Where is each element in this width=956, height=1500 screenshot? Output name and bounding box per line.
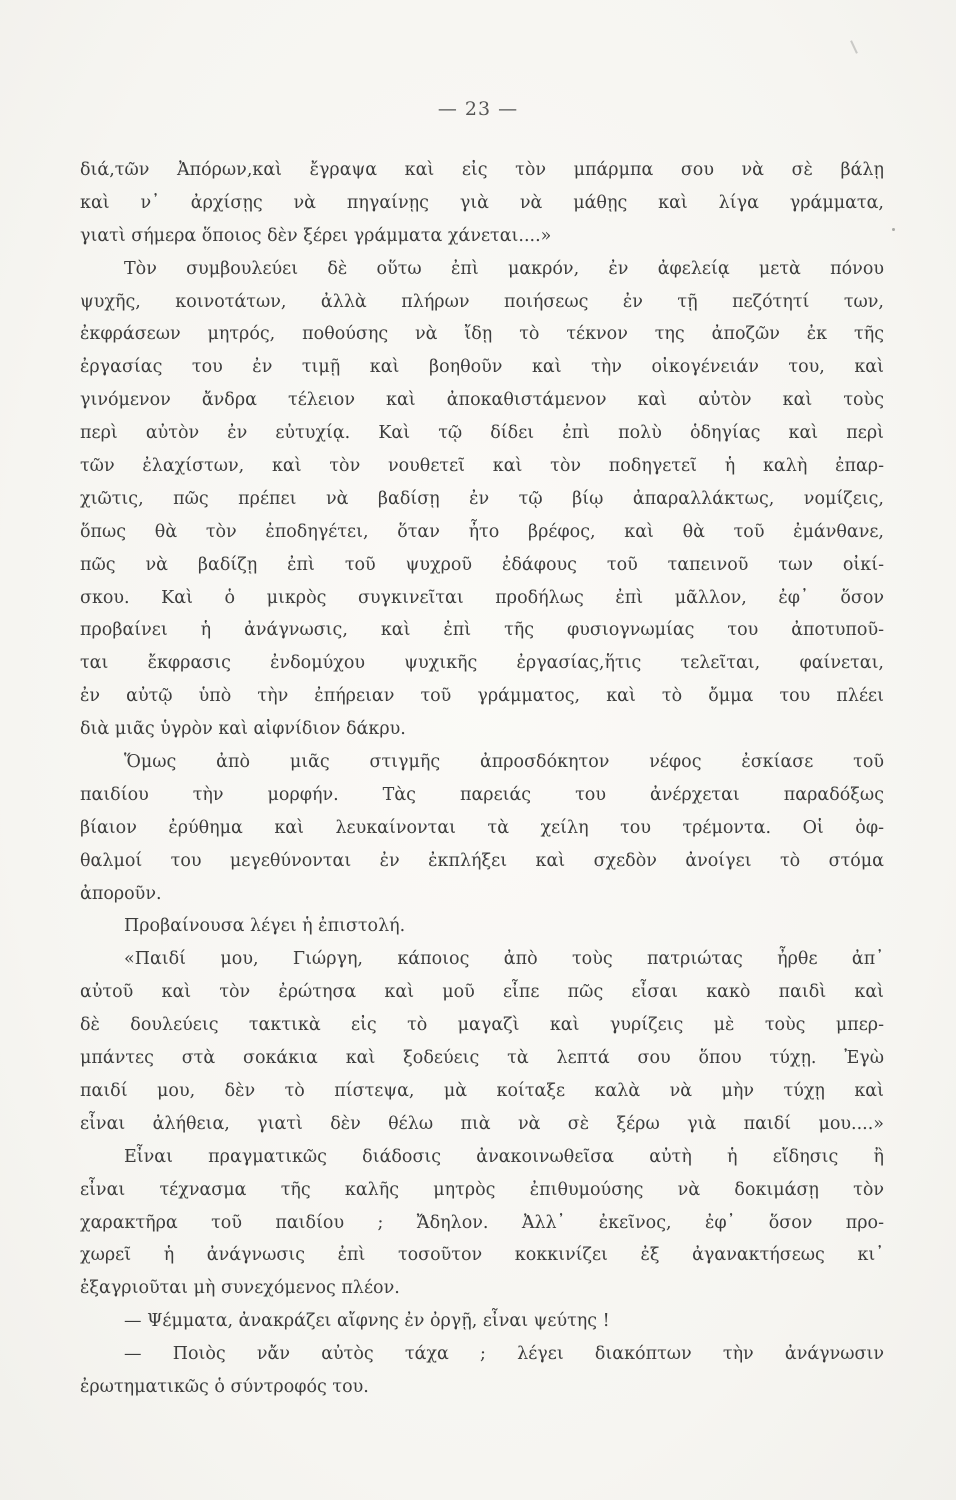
text-line: θαλμοί του μεγεθύνονται ἐν ἐκπλήξει καὶ σχεδὸν ἀνοίγει τὸ στόμα xyxy=(80,850,884,871)
text-line: ἀποροῦν. xyxy=(80,883,162,904)
text-line: παιδί μου, δὲν τὸ πίστεψα, μὰ κοίταξε καλὰ νὰ μὴν τύχῃ καὶ xyxy=(80,1080,884,1101)
text-line: χαρακτῆρα τοῦ παιδίου ; Ἄδηλον. Ἀλλ᾽ ἐκεῖνος, ἐφ᾽ ὅσον προ- xyxy=(80,1212,884,1233)
text-line: ψυχῆς, κοινοτάτων, ἀλλὰ πλήρων ποιήσεως ἐν τῇ πεζότητί των, xyxy=(80,291,884,312)
text-line: ἐξαγριοῦται μὴ συνεχόμενος πλέον. xyxy=(80,1278,400,1299)
text-line: γινόμενον ἄνδρα τέλειον καὶ ἀποκαθιστάμενον καὶ αὐτὸν καὶ τοὺς xyxy=(80,390,884,411)
text-line: τῶν ἐλαχίστων, καὶ τὸν νουθετεῖ καὶ τὸν ποδηγετεῖ ἡ καλὴ ἐπαρ- xyxy=(80,456,884,477)
text-line: εἶναι τέχνασμα τῆς καλῆς μητρὸς ἐπιθυμούσης νὰ δοκιμάσῃ τὸν xyxy=(80,1179,884,1200)
text-line: ται ἔκφρασις ἐνδομύχου ψυχικῆς ἐργασίας,ἥτις τελεῖται, φαίνεται, xyxy=(80,653,884,674)
text-line: χιῶτις, πῶς πρέπει νὰ βαδίσῃ ἐν τῷ βίῳ ἀπαραλλάκτως, νομίζεις, xyxy=(80,488,884,509)
text-line: ἐργασίας του ἐν τιμῇ καὶ βοηθοῦν καὶ τὴν οἰκογένειάν του, καὶ xyxy=(80,357,884,378)
text-line: Τὸν συμβουλεύει δὲ οὕτω ἐπὶ μακρόν, ἐν ἀφελείᾳ μετὰ πόνου xyxy=(124,258,884,279)
text-line: καὶ ν᾽ ἀρχίσῃς νὰ πηγαίνῃς γιὰ νὰ μάθῃς καὶ λίγα γράμματα, xyxy=(80,192,884,213)
text-line: δὲ δουλεύεις τακτικὰ εἰς τὸ μαγαζὶ καὶ γυρίζεις μὲ τοὺς μπερ- xyxy=(80,1015,884,1036)
text-line: «Παιδί μου, Γιώργη, κάποιος ἀπὸ τοὺς πατριώτας ἦρθε ἀπ᾽ xyxy=(124,949,884,970)
text-line: παιδίου τὴν μορφήν. Τὰς παρειάς του ἀνέρχεται παραδόξως xyxy=(80,784,884,805)
text-line: προβαίνει ἡ ἀνάγνωσις, καὶ ἐπὶ τῆς φυσιογνωμίας του ἀποτυποῦ- xyxy=(80,620,884,641)
text-line: διὰ μιᾶς ὑγρὸν καὶ αἰφνίδιον δάκρυ. xyxy=(80,719,406,740)
text-line: αὐτοῦ καὶ τὸν ἐρώτησα καὶ μοῦ εἶπε πῶς εἶσαι κακὸ παιδὶ καὶ xyxy=(80,982,884,1003)
page-number: — 23 — xyxy=(437,98,519,120)
text-line: ὅπως θὰ τὸν ἐποδηγέτει, ὅταν ἦτο βρέφος, καὶ θὰ τοῦ ἐμάνθανε, xyxy=(80,521,884,542)
text-line: σκου. Καὶ ὁ μικρὸς συγκινεῖται προδήλως ἐπὶ μᾶλλον, ἐφ᾽ ὅσον xyxy=(80,587,884,608)
text-line: ἐν αὐτῷ ὑπὸ τὴν ἐπήρειαν τοῦ γράμματος, καὶ τὸ ὄμμα του πλέει xyxy=(80,686,884,707)
text-line: διά,τῶν Ἀπόρων,καὶ ἔγραψα καὶ εἰς τὸν μπάρμπα σου νὰ σὲ βάλῃ xyxy=(80,160,884,180)
text-line: περὶ αὐτὸν ἐν εὐτυχίᾳ. Καὶ τῷ δίδει ἐπὶ πολὺ ὁδηγίας καὶ περὶ xyxy=(80,423,884,444)
text-line: Ὅμως ἀπὸ μιᾶς στιγμῆς ἀπροσδόκητον νέφος ἐσκίασε τοῦ xyxy=(124,752,884,773)
text-line: εἶναι ἀλήθεια, γιατὶ δὲν θέλω πιὰ νὰ σὲ ξέρω γιὰ παιδί μου....» xyxy=(80,1113,884,1134)
text-line: Εἶναι πραγματικῶς διάδοσις ἀνακοινωθεῖσα αὐτὴ ἡ εἴδησις ἢ xyxy=(124,1146,884,1167)
body-text xyxy=(80,154,884,1404)
text-line: — Ποιὸς νἄν αὐτὸς τάχα ; λέγει διακόπτων τὴν ἀνάγνωσιν xyxy=(124,1344,884,1365)
text-line: ἐκφράσεων μητρός, ποθούσης νὰ ἴδῃ τὸ τέκνον της ἀποζῶν ἐκ τῆς xyxy=(80,324,884,345)
text-line: — Ψέμματα, ἀνακράζει αἴφνης ἐν ὀργῇ, εἶναι ψεύτης ! xyxy=(124,1311,610,1332)
text-line: πῶς νὰ βαδίζῃ ἐπὶ τοῦ ψυχροῦ ἐδάφους τοῦ ταπεινοῦ των οἰκί- xyxy=(80,554,884,575)
text-line: χωρεῖ ἡ ἀνάγνωσις ἐπὶ τοσοῦτον κοκκινίζει ἐξ ἀγανακτήσεως κι᾽ xyxy=(80,1245,884,1266)
text-line: γιατὶ σήμερα ὅποιος δὲν ξέρει γράμματα χάνεται....» xyxy=(80,225,552,246)
paper-mark xyxy=(850,40,858,54)
paper-speck xyxy=(892,228,895,231)
text-line: μπάντες στὰ σοκάκια καὶ ξοδεύεις τὰ λεπτά σου ὅπου τύχῃ. Ἐγὼ xyxy=(80,1048,884,1069)
text-line: Προβαίνουσα λέγει ἡ ἐπιστολή. xyxy=(124,916,406,937)
text-line: βίαιον ἐρύθημα καὶ λευκαίνονται τὰ χείλη του τρέμοντα. Οἱ ὀφ- xyxy=(80,817,884,838)
text-line: ἐρωτηματικῶς ὁ σύντροφός του. xyxy=(80,1376,369,1397)
